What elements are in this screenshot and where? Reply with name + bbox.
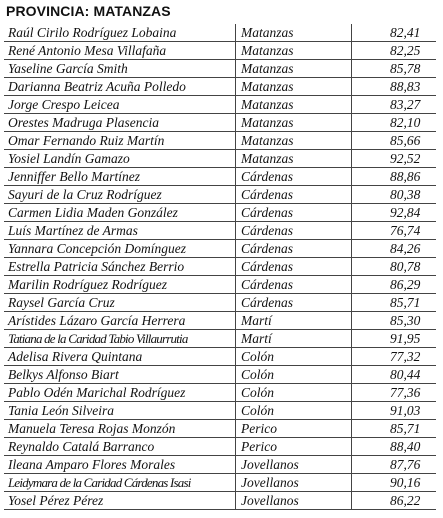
table-row bbox=[4, 276, 436, 294]
score-cell: 80,44 bbox=[352, 366, 437, 384]
municipio-cell: Matanzas bbox=[236, 132, 352, 150]
name-cell: Yosel Pérez Pérez bbox=[4, 492, 236, 510]
table-row bbox=[4, 402, 436, 420]
table-row bbox=[4, 258, 436, 276]
table-row bbox=[4, 474, 436, 492]
municipio-cell: Perico bbox=[236, 438, 352, 456]
table-row bbox=[4, 330, 436, 348]
municipio-cell: Colón bbox=[236, 384, 352, 402]
table-row bbox=[4, 222, 436, 240]
name-cell: Luís Martínez de Armas bbox=[4, 222, 236, 240]
table-row bbox=[4, 24, 436, 42]
table-row bbox=[4, 366, 436, 384]
score-cell: 92,52 bbox=[352, 150, 437, 168]
score-cell: 92,84 bbox=[352, 204, 437, 222]
name-cell: Carmen Lidia Maden González bbox=[4, 204, 236, 222]
name-cell: René Antonio Mesa Villafaña bbox=[4, 42, 236, 60]
table-row bbox=[4, 186, 436, 204]
score-cell: 82,10 bbox=[352, 114, 437, 132]
table-row bbox=[4, 456, 436, 474]
score-cell: 86,29 bbox=[352, 276, 437, 294]
name-cell: Arístides Lázaro García Herrera bbox=[4, 312, 236, 330]
name-cell: Pablo Odén Marichal Rodríguez bbox=[4, 384, 236, 402]
results-table-body bbox=[4, 24, 436, 510]
score-cell: 84,26 bbox=[352, 240, 437, 258]
municipio-cell: Jovellanos bbox=[236, 474, 352, 492]
table-row bbox=[4, 420, 436, 438]
name-cell: Marilin Rodríguez Rodríguez bbox=[4, 276, 236, 294]
name-cell: Leidymara de la Caridad Cárdenas Isasi bbox=[4, 474, 236, 492]
name-cell: Orestes Madruga Plasencia bbox=[4, 114, 236, 132]
table-row bbox=[4, 96, 436, 114]
score-cell: 85,78 bbox=[352, 60, 437, 78]
score-cell: 87,76 bbox=[352, 456, 437, 474]
table-row bbox=[4, 240, 436, 258]
municipio-cell: Matanzas bbox=[236, 78, 352, 96]
municipio-cell: Jovellanos bbox=[236, 492, 352, 510]
score-cell: 88,86 bbox=[352, 168, 437, 186]
score-cell: 85,66 bbox=[352, 132, 437, 150]
municipio-cell: Cárdenas bbox=[236, 186, 352, 204]
name-cell: Tania León Silveira bbox=[4, 402, 236, 420]
name-cell: Belkys Alfonso Biart bbox=[4, 366, 236, 384]
municipio-cell: Matanzas bbox=[236, 24, 352, 42]
municipio-cell: Cárdenas bbox=[236, 258, 352, 276]
province-heading: PROVINCIA: MATANZAS bbox=[6, 3, 171, 19]
municipio-cell: Cárdenas bbox=[236, 240, 352, 258]
municipio-cell: Matanzas bbox=[236, 42, 352, 60]
score-cell: 83,27 bbox=[352, 96, 437, 114]
name-cell: Sayuri de la Cruz Rodríguez bbox=[4, 186, 236, 204]
name-cell: Darianna Beatriz Acuña Polledo bbox=[4, 78, 236, 96]
municipio-cell: Perico bbox=[236, 420, 352, 438]
name-cell: Ileana Amparo Flores Morales bbox=[4, 456, 236, 474]
name-cell: Jorge Crespo Leicea bbox=[4, 96, 236, 114]
name-cell: Yosiel Landín Gamazo bbox=[4, 150, 236, 168]
name-cell: Omar Fernando Ruiz Martín bbox=[4, 132, 236, 150]
municipio-cell: Cárdenas bbox=[236, 294, 352, 312]
municipio-cell: Matanzas bbox=[236, 60, 352, 78]
table-row bbox=[4, 384, 436, 402]
name-cell: Manuela Teresa Rojas Monzón bbox=[4, 420, 236, 438]
score-cell: 85,71 bbox=[352, 420, 437, 438]
name-cell: Estrella Patricia Sánchez Berrio bbox=[4, 258, 236, 276]
score-cell: 80,38 bbox=[352, 186, 437, 204]
table-row bbox=[4, 168, 436, 186]
score-cell: 86,22 bbox=[352, 492, 437, 510]
table-row bbox=[4, 348, 436, 366]
municipio-cell: Matanzas bbox=[236, 96, 352, 114]
table-row bbox=[4, 204, 436, 222]
municipio-cell: Cárdenas bbox=[236, 168, 352, 186]
name-cell: Raúl Cirilo Rodríguez Lobaina bbox=[4, 24, 236, 42]
name-cell: Yannara Concepción Domínguez bbox=[4, 240, 236, 258]
table-row bbox=[4, 492, 436, 510]
name-cell: Adelisa Rivera Quintana bbox=[4, 348, 236, 366]
score-cell: 82,25 bbox=[352, 42, 437, 60]
results-table bbox=[4, 24, 436, 510]
score-cell: 88,83 bbox=[352, 78, 437, 96]
municipio-cell: Colón bbox=[236, 366, 352, 384]
table-row bbox=[4, 132, 436, 150]
score-cell: 91,95 bbox=[352, 330, 437, 348]
name-cell: Jenniffer Bello Martínez bbox=[4, 168, 236, 186]
municipio-cell: Jovellanos bbox=[236, 456, 352, 474]
score-cell: 88,40 bbox=[352, 438, 437, 456]
municipio-cell: Colón bbox=[236, 402, 352, 420]
table-row bbox=[4, 438, 436, 456]
table-row bbox=[4, 312, 436, 330]
municipio-cell: Cárdenas bbox=[236, 276, 352, 294]
table-row bbox=[4, 60, 436, 78]
score-cell: 91,03 bbox=[352, 402, 437, 420]
score-cell: 90,16 bbox=[352, 474, 437, 492]
municipio-cell: Matanzas bbox=[236, 114, 352, 132]
name-cell: Tatiana de la Caridad Tabio Villaurrutia bbox=[4, 330, 236, 348]
score-cell: 82,41 bbox=[352, 24, 437, 42]
municipio-cell: Cárdenas bbox=[236, 222, 352, 240]
table-row bbox=[4, 78, 436, 96]
name-cell: Reynaldo Catalá Barranco bbox=[4, 438, 236, 456]
name-cell: Raysel García Cruz bbox=[4, 294, 236, 312]
score-cell: 80,78 bbox=[352, 258, 437, 276]
municipio-cell: Matanzas bbox=[236, 150, 352, 168]
table-row bbox=[4, 150, 436, 168]
table-row bbox=[4, 42, 436, 60]
score-cell: 77,32 bbox=[352, 348, 437, 366]
municipio-cell: Martí bbox=[236, 330, 352, 348]
table-row bbox=[4, 114, 436, 132]
name-cell: Yaseline García Smith bbox=[4, 60, 236, 78]
municipio-cell: Cárdenas bbox=[236, 204, 352, 222]
municipio-cell: Martí bbox=[236, 312, 352, 330]
score-cell: 77,36 bbox=[352, 384, 437, 402]
municipio-cell: Colón bbox=[236, 348, 352, 366]
score-cell: 85,30 bbox=[352, 312, 437, 330]
score-cell: 76,74 bbox=[352, 222, 437, 240]
score-cell: 85,71 bbox=[352, 294, 437, 312]
table-row bbox=[4, 294, 436, 312]
